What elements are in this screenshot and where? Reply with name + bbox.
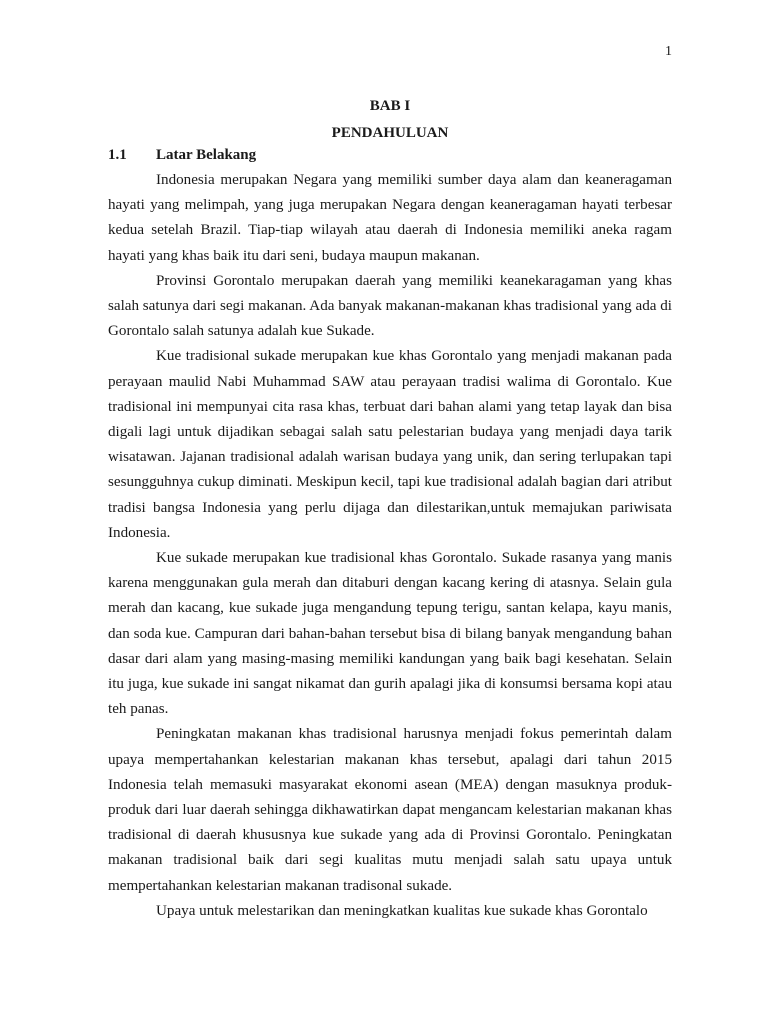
paragraph: Upaya untuk melestarikan dan meningkatkan kualitas kue sukade khas Gorontalo: [156, 902, 648, 919]
chapter-title: PENDAHULUAN: [331, 125, 449, 141]
chapter-heading: [108, 93, 672, 147]
paragraph: Kue sukade merupakan kue tradisional khas Gorontalo. Sukade rasanya yang manis karena menggunakan gula merah dan ditaburi dengan kacang kering di atasnya. Selain gula merah dan kacang, kue sukade juga mengandung tepung terigu, santan kelapa, kayu manis, dan soda kue. Campuran dari bahan-bahan tersebut bisa di bilang banyak mengandung bahan dasar dari alam yang masing-masing memiliki kandungan yang baik bagi kesehatan. Selain itu juga, kue sukade ini sangat nikamat dan gurih apalagi jika di konsumsi bersama kopi atau teh panas.: [108, 550, 672, 718]
chapter-label: BAB I: [369, 98, 411, 114]
paragraph: Indonesia merupakan Negara yang memiliki sumber daya alam dan keaneragaman hayati yang melimpah, yang juga merupakan Negara dengan keaneragaman hayati terbesar kedua setelah Brazil. Tiap-tiap wilayah atau daerah di Indonesia memiliki aneka ragam hayati yang khas baik itu dari seni, budaya maupun makanan.: [108, 172, 672, 264]
paragraph: Kue tradisional sukade merupakan kue khas Gorontalo yang menjadi makanan pada perayaan maulid Nabi Muhammad SAW atau perayaan tradisi walima di Gorontalo. Kue tradisional ini mempunyai cita rasa khas, terbuat dari bahan alami yang tetap layak dan bisa digali lagi untuk dijadikan sebagai salah satu pelestarian budaya yang menjadi daya tarik wisatawan. Jajanan tradisional adalah warisan budaya yang unik, dan sering terlupakan tapi sesungguhnya cukup diminati. Meskipun kecil, tapi kue tradisional adalah bagian dari atribut tradisi bangsa Indonesia yang perlu dijaga dan dilestarikan,untuk memajukan pariwisata Indonesia.: [108, 348, 672, 541]
page-number: 1: [665, 44, 672, 59]
paragraph: Peningkatan makanan khas tradisional harusnya menjadi fokus pemerintah dalam upaya mempertahankan kelestarian makanan khas tersebut, apalagi dari tahun 2015 Indonesia telah memasuki masyarakat ekonomi asean (MEA) dengan masuknya produk-produk dari luar daerah sehingga dikhawatirkan dapat mengancam kelestarian makanan khas tradisional di daerah khususnya kue sukade yang ada di Provinsi Gorontalo. Peningkatan makanan tradisional baik dari segi kualitas mutu menjadi salah satu upaya untuk mempertahankan kelestarian makanan tradisonal sukade.: [108, 726, 672, 894]
section-title: Latar Belakang: [156, 147, 257, 163]
body-text: [108, 168, 672, 924]
section-heading: [108, 143, 256, 168]
section-number: 1.1: [108, 147, 127, 163]
paragraph: Provinsi Gorontalo merupakan daerah yang memiliki keanekaragaman yang khas salah satunya dari segi makanan. Ada banyak makanan-makanan khas tradisional yang ada di Gorontalo salah satunya adalah kue Sukade.: [108, 272, 672, 340]
